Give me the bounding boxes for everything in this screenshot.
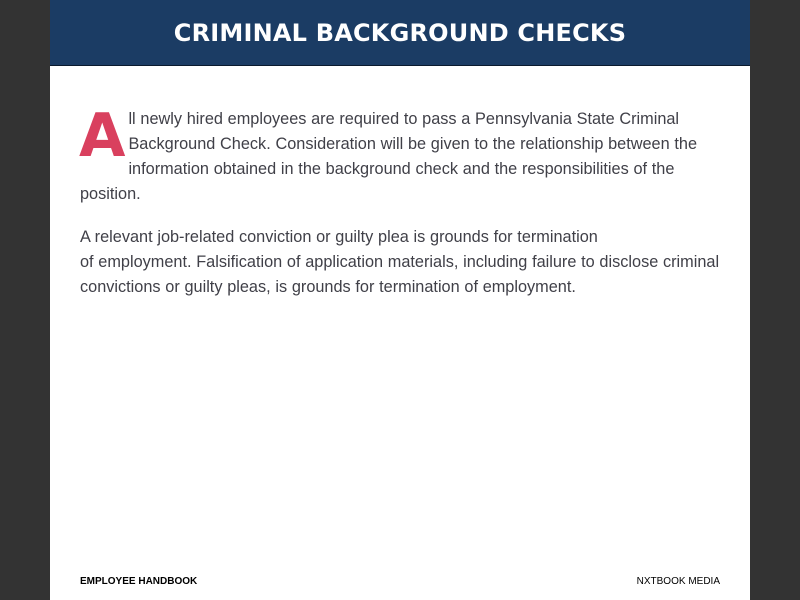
drop-cap: A xyxy=(79,101,126,171)
footer-publication-name: EMPLOYEE HANDBOOK xyxy=(80,576,198,587)
page-header-banner xyxy=(50,0,750,66)
footer-publisher: NXTBOOK MEDIA xyxy=(636,576,720,587)
paragraph-text-line1: A relevant job-related conviction or guilty plea is grounds for termination xyxy=(80,228,598,246)
document-page xyxy=(50,0,750,600)
paragraph-text: ll newly hired employees are required to pass a Pennsylvania State Criminal Background Check. Consideration will be given to the relationship between the information obtained in the background check and the responsibilities of the position. xyxy=(80,110,698,203)
paragraph-text-rest: of employment. Falsification of application materials, including failure to disclose criminal convictions or guilty pleas, is grounds for termination of employment. xyxy=(80,253,720,296)
paragraph-termination xyxy=(80,225,720,300)
paragraph-background-check xyxy=(79,101,720,207)
body-content xyxy=(79,101,720,318)
page-title: CRIMINAL BACKGROUND CHECKS xyxy=(173,18,627,47)
